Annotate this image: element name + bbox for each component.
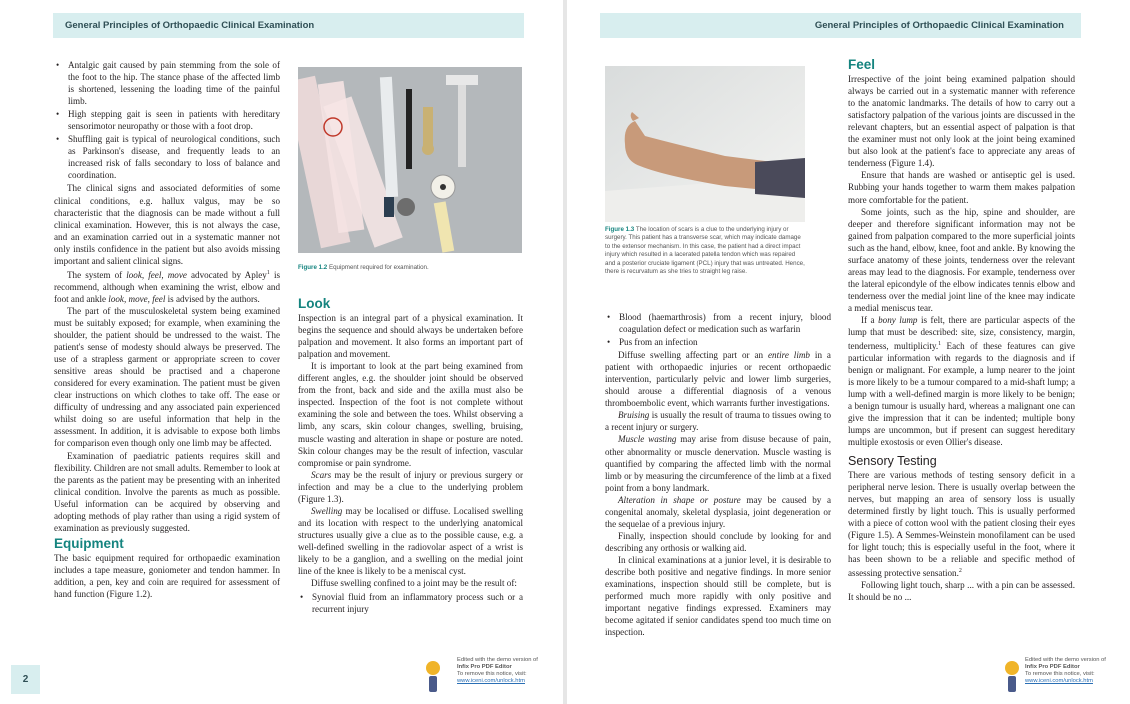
watermark-notice: Edited with the demo version of Infix Pro PDF Editor To remove this notice, visit: www.iceni.com/unlock.htm <box>457 657 563 685</box>
paragraph: In clinical examinations at a junior level, it is desirable to describe both positive and negative findings. In more senior examinations, inspection should still be complete, but is performed much more rapidly with only positive and important negative findings expressed. Examiners may become agitated if senior candidates spend too much time on inspection. <box>605 554 831 638</box>
paragraph: Muscle wasting may arise from disuse because of pain, other abnormality or muscle denervation. Muscle wasting is quantified by comparing the affected limb with the normal limb or by measuring the circumference of the limb at a fixed point from a bony landmark. <box>605 434 831 493</box>
paragraph: The part of the musculoskeletal system being examined must be suitably exposed; for example, when examining the shoulder, the patient should be undressed to the waist. The patient's sense of modesty should always be preserved. The use of a strapless garment or appropriate screen to cover sensitive areas should be practised and a chaperone considered for every examination. The patient must be given clear instructions on which clothes to take off. The ease or difficulty of undressing and any associated pain experienced whilst doing so are useful information that help in the assessment. In addition, it is advisable to expose both limbs for comparison even though only one limb may be affected. <box>54 305 280 449</box>
paragraph: Bruising is usually the result of trauma to tissues owing to a recent injury or surgery. <box>605 410 831 433</box>
watermark-notice: Edited with the demo version of Infix Pro PDF Editor To remove this notice, visit: www.iceni.com/unlock.htm <box>1025 657 1130 685</box>
unlock-link[interactable]: www.iceni.com/unlock.htm <box>1025 678 1093 684</box>
left-text-column <box>54 59 280 600</box>
paragraph: It is important to look at the part being examined from different angles, e.g. the shoulder joint should be observed from the front, back and side and the axilla must also be inspected. Inspection of the foot is not complete without examining the sole and between the toes. Whilst observing a limb, any scars, skin colour changes, swelling, bruising, muscle wasting and alteration in shape or posture are noted. Skin colour changes may be the result of infection, vascular compromise or pain syndrome. <box>298 361 523 468</box>
running-header-left: General Principles of Orthopaedic Clinical Examination <box>53 13 524 38</box>
list-item: • Shuffling gait is typical of neurological conditions, such as Parkinson's disease, and frequently leads to an increased risk of falls secondary to loss of balance and coordination. <box>54 133 280 181</box>
paragraph: Some joints, such as the hip, spine and shoulder, are deeper and therefore significant information may not be gained from palpation compared to the more superficial joints such as the hand, elbow, knee, foot and ankle. By knowing the surface anatomy of these joints, tenderness over the relevant areas may lead to the diagnosis. For example, tenderness over the lateral epicondyle of the elbow indicates tennis elbow and tenderness over the medial joint line of the knee may indicate a medial meniscus tear. <box>848 206 1075 313</box>
section-heading-equipment: Equipment <box>54 535 124 551</box>
outer-text-column <box>848 59 1075 603</box>
section-heading-look: Look <box>298 296 331 311</box>
unlock-link[interactable]: www.iceni.com/unlock.htm <box>457 678 525 684</box>
paragraph: Inspection is an integral part of a physical examination. It begins the sequence and should always be undertaken before palpation and movement. It also forms an important part of palpation and movement. <box>298 313 523 360</box>
section-heading-sensory-testing: Sensory Testing <box>848 453 937 468</box>
paragraph: Finally, inspection should conclude by looking for and describing any orthosis or walking aid. <box>605 530 831 553</box>
paragraph: Following light touch, sharp ... with a pin can be assessed. It should be no ... <box>848 580 1075 603</box>
figure-1-2-caption: Figure 1.2 Equipment required for examination. <box>298 264 429 271</box>
swelling-causes-list <box>605 311 831 348</box>
running-header-right: General Principles of Orthopaedic Clinical Examination <box>600 13 1081 38</box>
paragraph: If a bony lump is felt, there are particular aspects of the lump that must be described: site, size, consistency, margin, tenderness, multiplicity.$^1$ Each of these features can give particular information with regards to the diagnosis and if benign or malignant. For example, a lump nearer to the joint is more likely to be a tumour compared to a mid-shaft lump; a lump with a well-defined margin is more likely to be benign; a benign tumour is usually hard, whereas a malignant one can give the impression that it can be indented; multiple bony lumps are uncommon, but if present can suggest hereditary multiple exostosis or even Ollier's disease. <box>848 314 1076 448</box>
figure-1-3-caption: Figure 1.3 The location of scars is a clue to the underlying injury or surgery. This patient has a transverse scar, which may indicate damage to the extensor mechanism. In this case, the patient had a direct impact injury which resulted in a lacerated patella tendon which was repaired and a posterior cruciate ligament (PCL) injury that was untreated. Hence, there is recurvatum as she tries to straight leg raise. <box>605 226 805 276</box>
list-item: • High stepping gait is seen in patients with hereditary sensorimotor neuropathy or those with a foot drop. <box>54 108 280 132</box>
paragraph: Ensure that hands are washed or antiseptic gel is used. Rubbing your hands together to warm them makes palpation more comfortable for the patient. <box>848 170 1075 205</box>
paragraph: Scars may be the result of injury or previous surgery or infection and may be a clue to the underlying problem (Figure 1.3). <box>298 469 523 504</box>
inner-text-column <box>605 311 831 638</box>
paragraph: The clinical signs and associated deformities of some clinical conditions, e.g. hallux valgus, may be so characteristic that the diagnosis can be made without a full clinical examination. However, this is not always the case, and an examination carried out in a systematic manner not only instils confidence in the patient but also avoids missing important and salient clinical signs. <box>54 183 280 266</box>
paragraph: Alteration in shape or posture may be caused by a congenital anomaly, skeletal dysplasia, joint degeneration or the sequelae of a previous injury. <box>605 494 832 529</box>
figure-1-2-image <box>298 67 522 253</box>
page-number: 2 <box>11 665 40 694</box>
section-heading-feel: Feel <box>848 57 876 72</box>
infix-logo-icon <box>420 660 446 692</box>
paragraph: Irrespective of the joint being examined palpation should always be carried out in a systematic manner with reference to the anatomic landmarks. The details of how to carry out a satisfactory palpation of the various joints are discussed in the relevant chapters, but an essential aspect of palpation is that the examiner must not only look at the joint being examined but also look at the patient's face to appreciate any areas of tenderness (Figure 1.4). <box>848 74 1075 169</box>
gait-bullet-list <box>54 59 280 181</box>
paragraph: Examination of paediatric patients requires skill and flexibility. Children are not small adults. Remember to look at the parents as the patient may be presenting with an inherited clinical condition. Involve the parents as much as possible. Useful information can be acquired by observing and adopting methods of play rather than using a rigid system of examination as previously suggested. <box>54 450 280 533</box>
swelling-bullet-list <box>298 591 523 615</box>
infix-logo-icon <box>999 660 1025 692</box>
list-item: • Antalgic gait caused by pain stemming from the sole of the foot to the hip. The stance phase of the affected limb is shortened, lessening the loading time of the painful limb. <box>54 59 280 107</box>
list-item: • Blood (haemarthrosis) from a recent injury, blood coagulation defect or medication such as warfarin <box>605 311 831 335</box>
paragraph: Swelling may be localised or diffuse. Localised swelling and its location with respect to the underlying anatomical structures usually give a clue as to the possible cause, e.g. a well-defined swelling in the radiovolar aspect of a wrist is likely to be a ganglion, and a swelling on the medial joint line of the knee is likely to be a meniscal cyst. <box>298 505 523 577</box>
list-item: • Synovial fluid from an inflammatory process such or a recurrent injury <box>298 591 523 615</box>
figure-1-3-image <box>605 66 805 222</box>
paragraph: Diffuse swelling affecting part or an entire limb in a patient with orthopaedic injuries or recent orthopaedic intervention, particularly pelvic and lower limb surgeries, should arouse a differential diagnosis of a venous thromboembolic event, which warrants further investigations. <box>605 350 831 409</box>
paragraph: There are various methods of testing sensory deficit in a peripheral nerve lesion. There is usually overlap between the nerves, but mapping an area of sensory loss is usually determined firstly by light touch. This is usually performed with a piece of cotton wool with the patient closing their eyes (Figure 1.5). A Semmes-Weinstein monofilament can be used for light touch; this is especially useful in the foot, where it has been shown to be a reliable and specific method of assessing protective sensation.$^2$ <box>848 469 1075 578</box>
left-page <box>0 0 563 704</box>
paragraph: Diffuse swelling confined to a joint may be the result of: <box>311 578 517 589</box>
middle-text-column <box>298 298 523 616</box>
paragraph: The basic equipment required for orthopaedic examination includes a tape measure, goniometer and tendon hammer. In addition, a pen, key and coin are required for assessment of hand function (Figure 1.2). <box>54 552 280 600</box>
right-page <box>567 0 1130 704</box>
list-item: • Pus from an infection <box>605 336 831 348</box>
paragraph: The system of look, feel, move advocated by Apley$^1$ is recommend, although when examining the wrist, elbow and foot and ankle look, move, feel is advised by the authors. <box>54 269 281 304</box>
